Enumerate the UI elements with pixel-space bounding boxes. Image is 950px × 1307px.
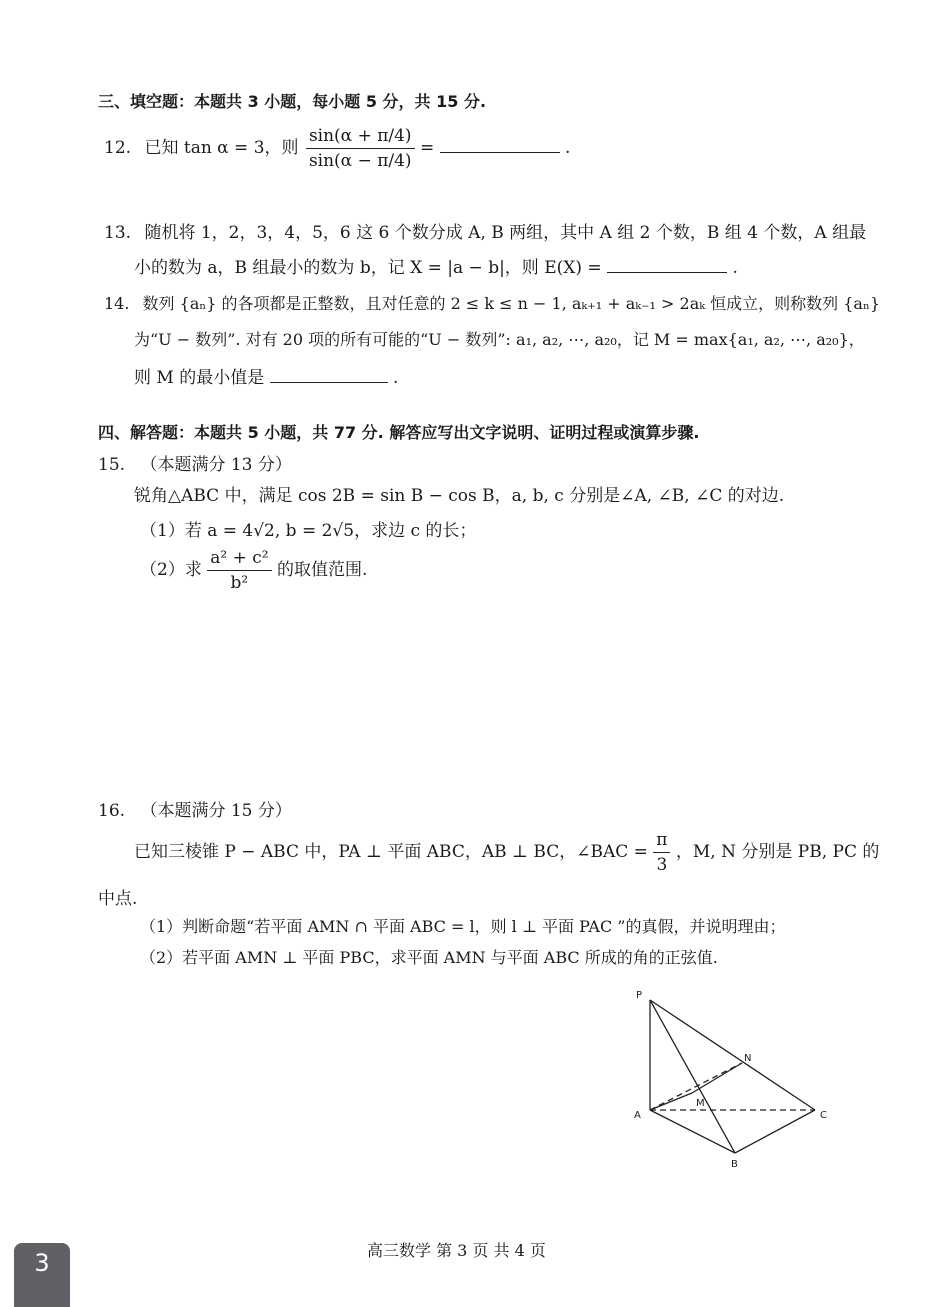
q12-end: . — [565, 138, 571, 158]
q16-part1: （1）判断命题“若平面 AMN ∩ 平面 ABC = l，则 l ⊥ 平面 PAC ”的真假，并说明理由； — [140, 917, 786, 936]
q15-denominator: b² — [230, 573, 249, 593]
q15-part2-lead: （2）求 — [140, 560, 202, 580]
label-P: P — [636, 990, 643, 1001]
label-B: B — [731, 1159, 738, 1170]
question-13 — [104, 218, 866, 243]
q12-numerator: sin(α + π/4) — [306, 126, 415, 149]
label-N: N — [744, 1053, 752, 1064]
q16-stem-line2: 中点. — [98, 889, 138, 909]
q13-answer-blank[interactable] — [607, 254, 727, 273]
question-12 — [104, 126, 570, 171]
q13-number: 13. — [104, 223, 132, 243]
question-13-line2 — [134, 253, 738, 278]
page-tab-label: 3 — [34, 1249, 50, 1277]
edge-AB — [650, 1110, 735, 1153]
q16-angle-denominator: 3 — [656, 855, 668, 875]
q14-answer-blank[interactable] — [270, 364, 388, 383]
q14-number: 14. — [104, 294, 130, 313]
page-tab[interactable] — [14, 1243, 70, 1307]
q15-numerator: a² + c² — [207, 548, 271, 571]
q12-denominator: sin(α − π/4) — [308, 151, 412, 171]
q16-number: 16. — [98, 801, 126, 821]
q12-answer-blank[interactable] — [440, 134, 560, 153]
q16-angle-numerator: π — [653, 830, 670, 853]
edge-PC — [650, 1000, 815, 1110]
section3-heading: 三、填空题：本题共 3 小题，每小题 5 分，共 15 分. — [98, 92, 487, 111]
label-A: A — [634, 1110, 641, 1121]
question-16-stem — [134, 830, 879, 875]
q16-stem-end: ，M, N 分别是 PB, PC 的 — [675, 842, 880, 862]
q15-fraction — [207, 548, 271, 593]
q15-part2-end: 的取值范围. — [276, 560, 368, 580]
question-15-header — [98, 450, 292, 475]
question-15-part2 — [140, 548, 367, 593]
q16-angle-fraction — [653, 830, 670, 875]
page-footer: 高三数学 第 3 页 共 4 页 — [367, 1241, 546, 1260]
q13-end: . — [732, 258, 738, 278]
q14-line3: 则 M 的最小值是 — [134, 368, 265, 388]
q15-stem: 锐角△ABC 中，满足 cos 2B = sin B − cos B，a, b, c 分别是∠A, ∠B, ∠C 的对边. — [134, 486, 785, 506]
q14-line2: 为“U − 数列”. 对有 20 项的所有可能的“U − 数列”: a₁, a₂, ⋯, a₂₀，记 M = max{a₁, a₂, ⋯, a₂₀}， — [134, 330, 865, 349]
q14-line1: 数列 {aₙ} 的各项都是正整数，且对任意的 2 ≤ k ≤ n − 1, aₖ₊₁ + aₖ₋₁ > 2aₖ 恒成立，则称数列 {aₙ} — [142, 294, 881, 313]
q15-title: （本题满分 13 分） — [140, 455, 292, 475]
question-14-line3 — [134, 363, 398, 388]
label-C: C — [820, 1110, 827, 1121]
q13-line2: 小的数为 a，B 组最小的数为 b，记 X = |a − b|，则 E(X) = — [134, 258, 602, 278]
section4-heading: 四、解答题：本题共 5 小题，共 77 分. 解答应写出文字说明、证明过程或演算步骤. — [98, 423, 700, 442]
q12-number: 12. — [104, 138, 132, 158]
q14-end: . — [393, 368, 399, 388]
q12-fraction — [306, 126, 415, 171]
label-M: M — [696, 1098, 705, 1109]
q12-equals: = — [419, 138, 435, 158]
q15-part1: （1）若 a = 4√2, b = 2√5，求边 c 的长； — [140, 521, 477, 541]
q12-lead: 已知 tan α = 3，则 — [144, 138, 299, 158]
pyramid-figure — [620, 985, 860, 1170]
q16-title: （本题满分 15 分） — [140, 801, 292, 821]
question-14 — [104, 291, 880, 314]
q15-number: 15. — [98, 455, 126, 475]
edge-PB — [650, 1000, 735, 1153]
q13-line1: 随机将 1，2，3，4，5，6 这 6 个数分成 A, B 两组，其中 A 组 2 个数，B 组 4 个数，A 组最 — [144, 223, 867, 243]
edge-AM — [650, 1093, 692, 1110]
question-16-header — [98, 796, 292, 821]
q16-stem-lead: 已知三棱锥 P − ABC 中，PA ⊥ 平面 ABC，AB ⊥ BC，∠BAC = — [134, 842, 648, 862]
q16-part2: （2）若平面 AMN ⊥ 平面 PBC，求平面 AMN 与平面 ABC 所成的角的正弦值. — [140, 948, 718, 967]
edge-BC — [735, 1110, 815, 1153]
